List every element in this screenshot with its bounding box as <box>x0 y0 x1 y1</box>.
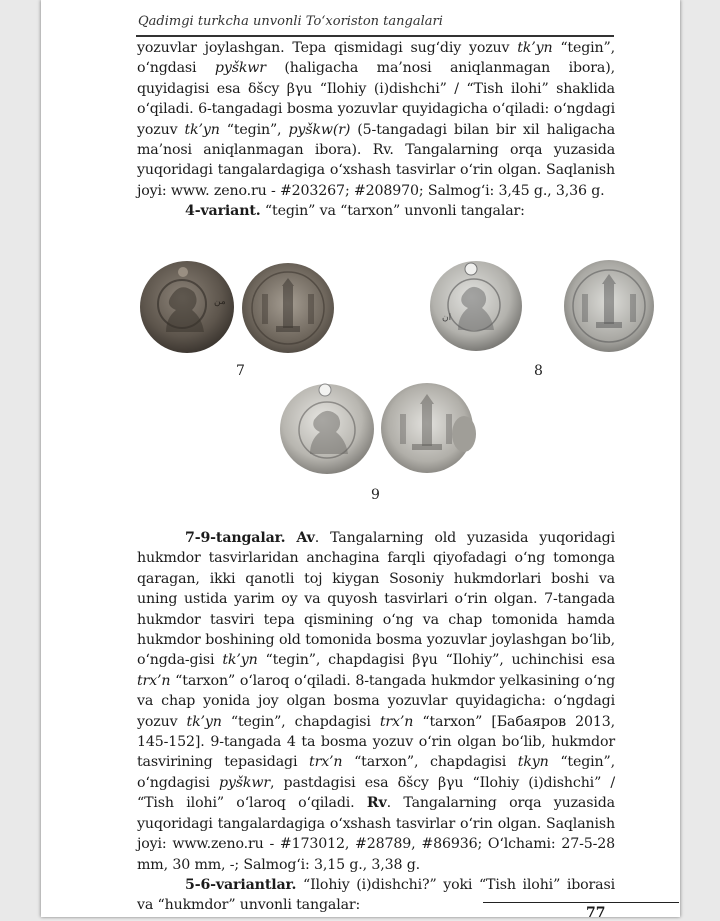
page-number: 77 <box>586 905 606 921</box>
header-rule <box>136 35 614 37</box>
figure-label-8: 8 <box>534 363 543 379</box>
coin-7-reverse-image <box>240 260 336 356</box>
variant-5-6-heading: 5-6-variantlar. “Ilohiy (i)dishchi?” yoki “Tish ilohi” iborasi va “hukmdor” unvonli tangalar: <box>137 876 615 914</box>
running-header: Qadimgi turkcha unvonli To‘xoriston tangalari <box>138 14 443 29</box>
figure-label-9: 9 <box>371 487 380 503</box>
svg-text:ﻣﻦ: ﻣﻦ <box>214 297 226 307</box>
variant-4-heading: 4-variant. “tegin” va “tarxon” unvonli tangalar: <box>185 203 525 220</box>
coin-9-reverse-image <box>380 380 478 476</box>
coin-8-reverse-image <box>562 258 656 354</box>
coin-8-obverse-image <box>428 258 524 354</box>
body-text-top <box>137 38 615 222</box>
figure-label-7: 7 <box>236 363 245 379</box>
body-text-bottom <box>137 528 615 916</box>
svg-text:ﺍﻥ: ﺍﻥ <box>442 313 452 323</box>
paragraph-coins-7-9: 7-9-tangalar. Av. Tangalarning old yuzasida yuqoridagi hukmdor tasvirlaridan anchagina farqli qiyofadagi o‘ng tomonga qaragan, ikki qanotli toj kiygan Sosoniy hukmdorlari boshi va uning ustida yarim oy va quyosh tasvirlari o‘rin olgan. 7-tangada hukmdor tasviri tepa qismining o‘ng va chap tomonida hamda hukmdor boshining old tomonida bosma yozuvlar joylashgan bo‘lib, o‘ngda-gisi tk’yn “tegin”, chapdagisi βγu “Ilohiy”, uchinchisi esa trx’n “tarxon” o‘laroq o‘qiladi. 8-tangada hukmdor yelkasining o‘ng va chap yonida joy olgan bosma yozuvlar quyidagicha: o‘ngdagi yozuv tk’yn “tegin”, chapdagisi trx’n “tarxon” [Бабаяров 2013, 145-152]. 9-tangada 4 ta bosma yozuv o‘rin olgan bo‘lib, hukmdor tasvirining tepasidagi trx’n “tarxon”, chapdagisi tkyn “tegin”, o‘ngdagisi pyškwr, pastdagisi esa δšcy βγu “Ilohiy (i)dishchi” / “Tish ilohi” o‘laroq o‘qiladi. Rv. Tangalarning orqa yuzasida yuqoridagi tangalardagiga o‘xshash tasvirlar o‘rin olgan. Saqlanish joyi: www.zeno.ru - #173012, #28789, #86936; O‘lchami: 27-5-28 mm, 30 mm, -; Salmog‘i: 3,15 g., 3,38 g. <box>137 530 615 873</box>
paragraph-coins-5-6-continued: yozuvlar joylashgan. Tepa qismidagi sug‘diy yozuv tk’yn “tegin”, o‘ngdasi pyškwr (haligacha ma’nosi aniqlanmagan ibora), quyidagisi esa δšcy βγu “Ilohiy (i)dishchi” / “Tish ilohi” shaklida o‘qiladi. 6-tangadagi bosma yozuvlar quyidagicha o‘qiladi: o‘ngdagi yozuv tk’yn “tegin”, pyškw(r) (5-tangadagi bilan bir xil haligacha ma’nosi aniqlanmagan ibora). Rv. Tangalarning orqa yuzasida yuqoridagi tangalardagiga o‘xshash tasvirlar o‘rin olgan. Saqlanish joyi: www. zeno.ru - #203267; #208970; Salmog‘i: 3,45 g., 3,36 g. <box>137 40 616 199</box>
coin-9-obverse-image <box>278 380 376 476</box>
coin-7-obverse-image <box>138 258 236 356</box>
book-page <box>41 0 680 921</box>
footer-rule <box>483 902 679 903</box>
